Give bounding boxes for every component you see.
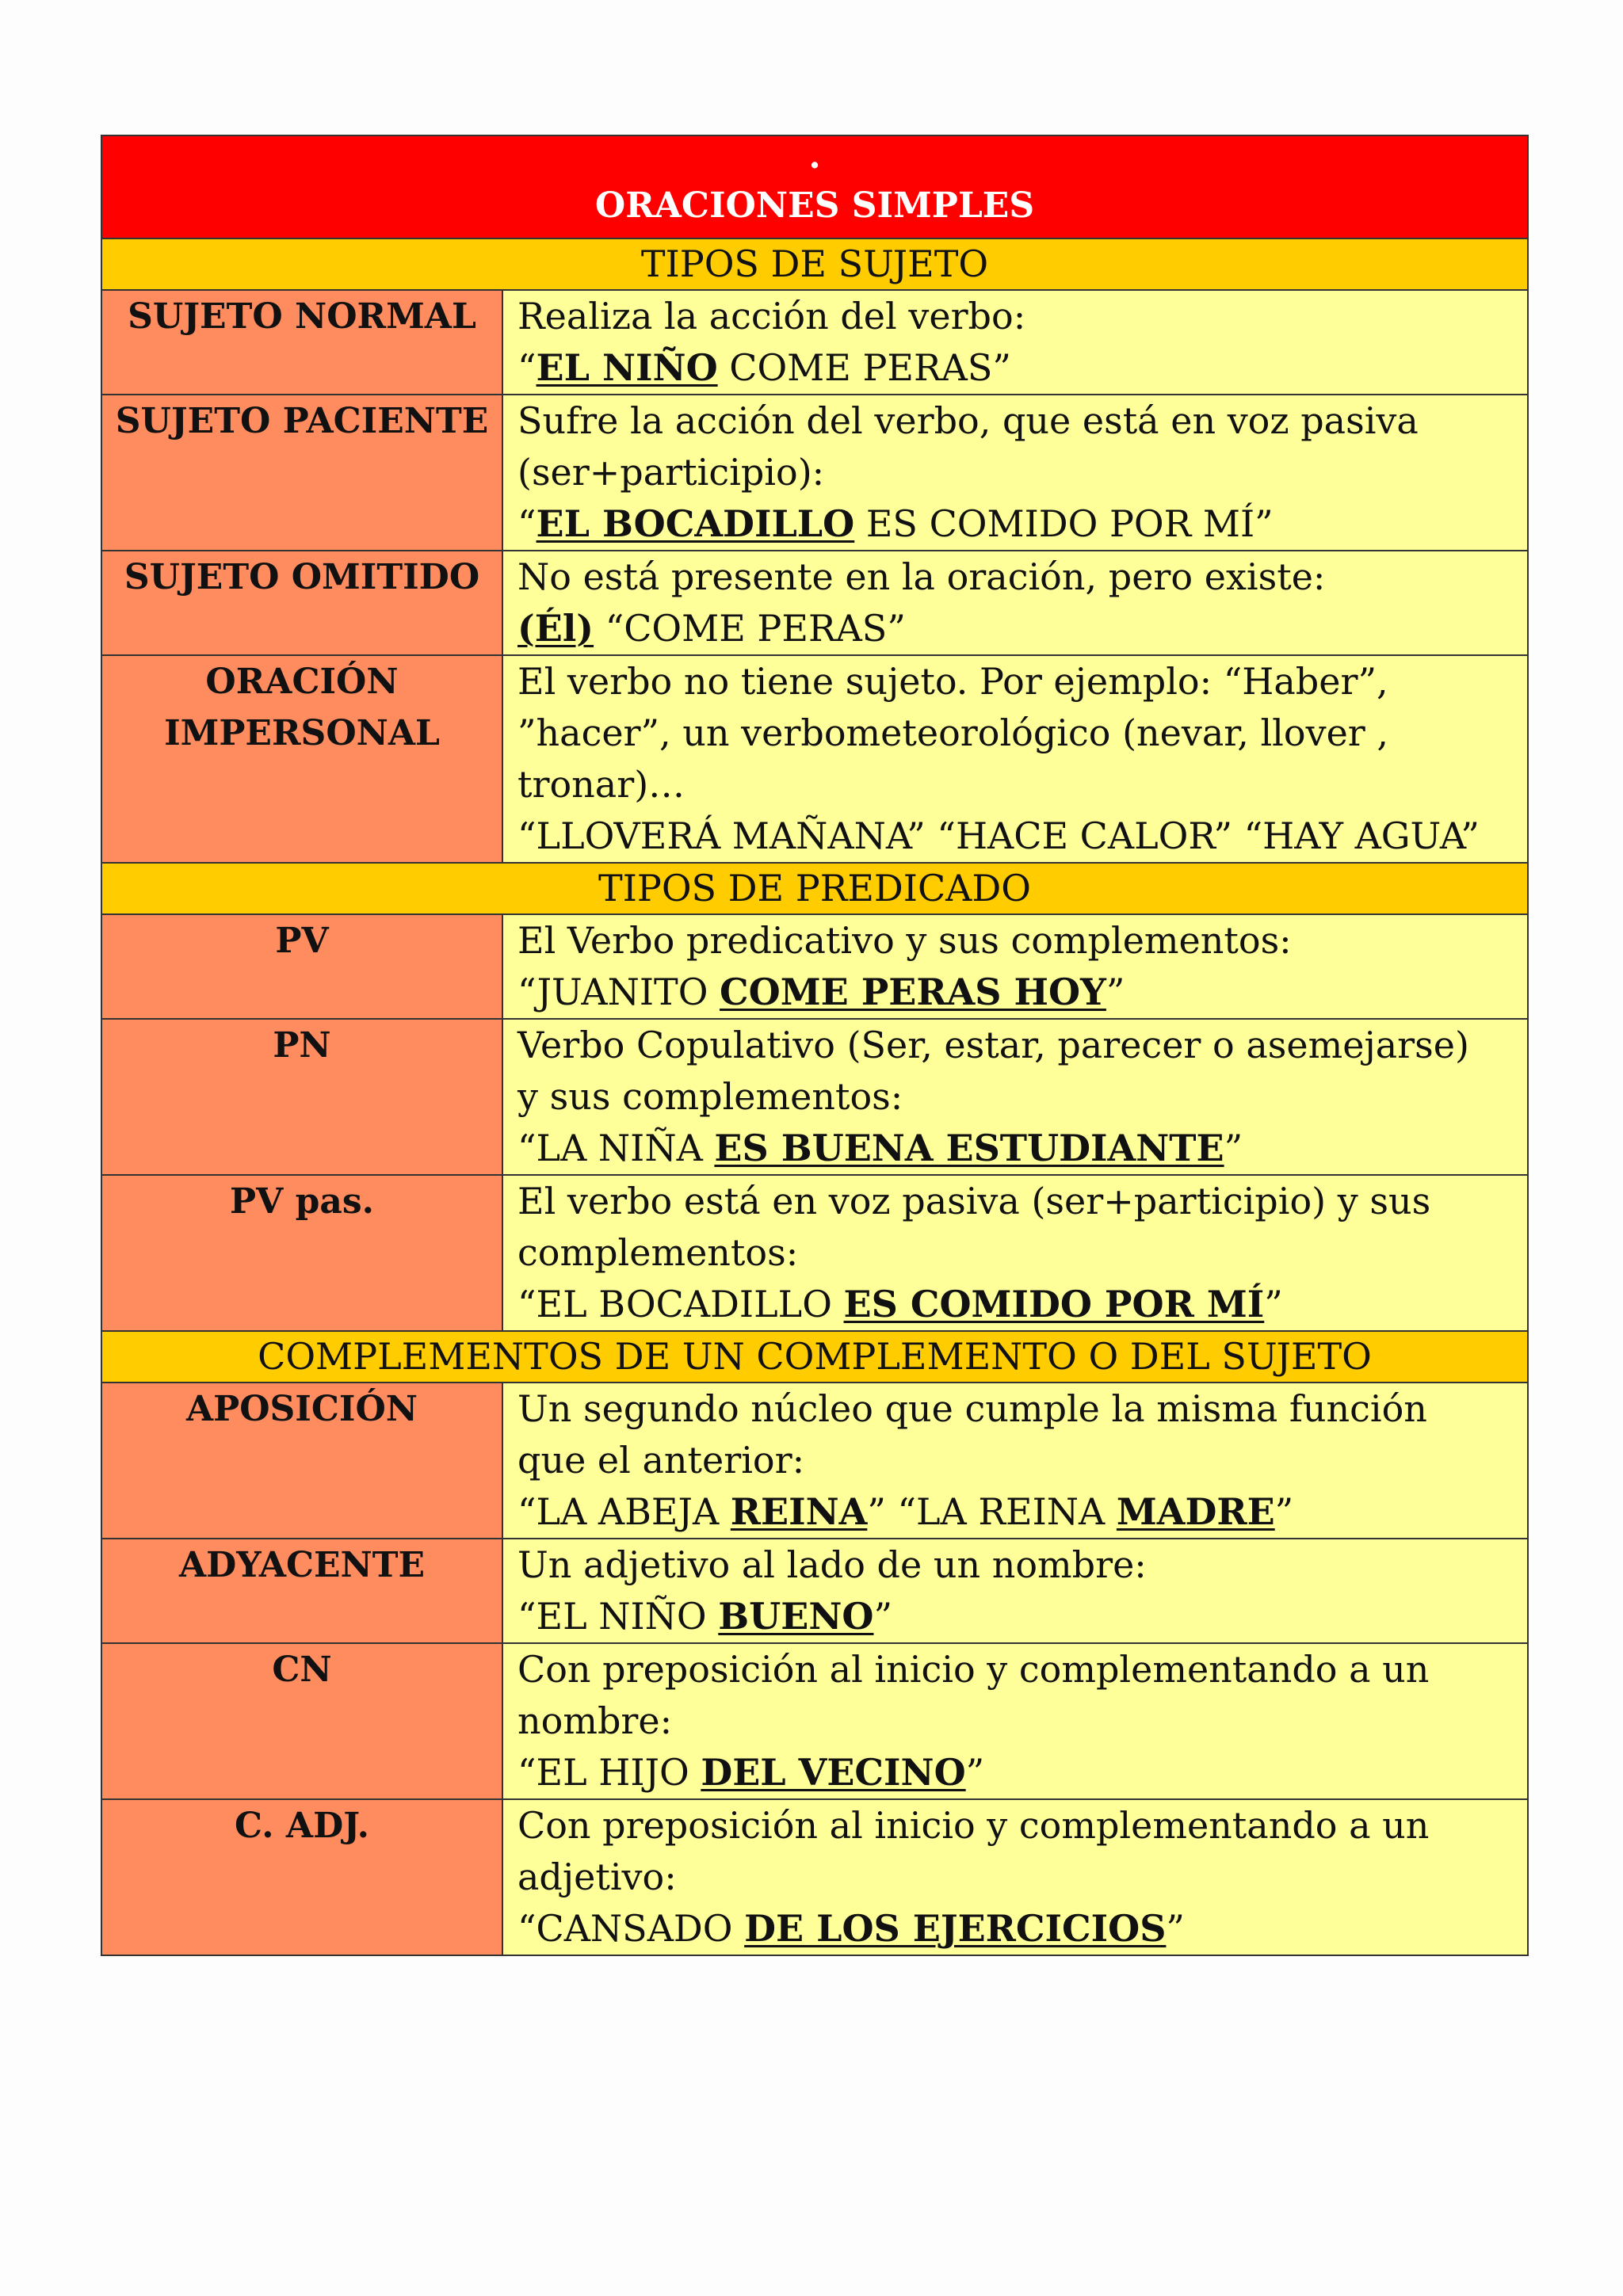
example-line: “CANSADO DE LOS EJERCICIOS” bbox=[517, 1907, 1185, 1950]
description-line: Un adjetivo al lado de un nombre: bbox=[517, 1543, 1147, 1586]
term-cn: CN bbox=[101, 1643, 502, 1799]
term-adyacente: ADYACENTE bbox=[101, 1539, 502, 1643]
term-oracion-impersonal bbox=[101, 655, 502, 863]
highlighted-example: ES COMIDO POR MÍ bbox=[843, 1283, 1265, 1325]
term-sujeto-paciente: SUJETO PACIENTE bbox=[101, 395, 502, 551]
description-cell bbox=[502, 655, 1528, 863]
highlighted-example: DEL VECINO bbox=[701, 1751, 966, 1794]
highlighted-example: EL NIÑO bbox=[536, 346, 718, 389]
description-cell bbox=[502, 1019, 1528, 1175]
table-row bbox=[101, 395, 1528, 551]
table-row bbox=[101, 290, 1528, 395]
table-row bbox=[101, 914, 1528, 1019]
table-row bbox=[101, 655, 1528, 863]
table-title bbox=[101, 135, 1528, 238]
term-c-adj: C. ADJ. bbox=[101, 1799, 502, 1955]
section-heading-sujeto: TIPOS DE SUJETO bbox=[101, 238, 1528, 290]
example-line: (Él) “COME PERAS” bbox=[517, 607, 906, 650]
description-line: complementos: bbox=[517, 1231, 799, 1274]
table-row bbox=[101, 1539, 1528, 1643]
description-line: El Verbo predicativo y sus complementos: bbox=[517, 919, 1292, 962]
term-line: IMPERSONAL bbox=[164, 713, 440, 753]
term-line: ORACIÓN bbox=[205, 662, 399, 702]
description-line: Con preposición al inicio y complementando a un bbox=[517, 1648, 1430, 1691]
description-line: Verbo Copulativo (Ser, estar, parecer o asemejarse) bbox=[517, 1024, 1469, 1066]
description-line: ”hacer”, un verbometeorológico (nevar, llover , bbox=[517, 711, 1389, 754]
highlighted-example: MADRE bbox=[1116, 1490, 1275, 1533]
example-line: “EL NIÑO BUENO” bbox=[517, 1595, 892, 1638]
description-line: “LLOVERÁ MAÑANA” “HACE CALOR” “HAY AGUA” bbox=[517, 814, 1480, 857]
highlighted-example: EL BOCADILLO bbox=[536, 502, 855, 545]
example-line: “LA ABEJA REINA” “LA REINA MADRE” bbox=[517, 1490, 1294, 1533]
example-line: “EL NIÑO COME PERAS” bbox=[517, 346, 1011, 389]
description-cell bbox=[502, 1643, 1528, 1799]
description-cell bbox=[502, 395, 1528, 551]
description-cell bbox=[502, 1175, 1528, 1331]
example-line: “EL BOCADILLO ES COMIDO POR MÍ” bbox=[517, 1283, 1283, 1325]
description-line: El verbo está en voz pasiva (ser+participio) y sus bbox=[517, 1180, 1431, 1222]
example-line: “EL BOCADILLO ES COMIDO POR MÍ” bbox=[517, 502, 1274, 545]
table-row bbox=[101, 1643, 1528, 1799]
description-line: Sufre la acción del verbo, que está en voz pasiva bbox=[517, 399, 1419, 442]
table-row bbox=[101, 551, 1528, 655]
term-pv: PV bbox=[101, 914, 502, 1019]
example-line: “JUANITO COME PERAS HOY” bbox=[517, 971, 1125, 1013]
description-cell bbox=[502, 914, 1528, 1019]
section-heading-row bbox=[101, 863, 1528, 914]
description-line: tronar)… bbox=[517, 763, 685, 806]
description-line: nombre: bbox=[517, 1699, 673, 1742]
description-line: Con preposición al inicio y complementando a un bbox=[517, 1804, 1430, 1847]
title-text: ORACIONES SIMPLES bbox=[594, 185, 1035, 226]
description-line: (ser+participio): bbox=[517, 451, 825, 494]
table-row bbox=[101, 1019, 1528, 1175]
table-row bbox=[101, 1383, 1528, 1539]
description-cell bbox=[502, 1539, 1528, 1643]
highlighted-example: (Él) bbox=[517, 607, 594, 650]
term-aposicion: APOSICIÓN bbox=[101, 1383, 502, 1539]
term-pn: PN bbox=[101, 1019, 502, 1175]
term-sujeto-omitido: SUJETO OMITIDO bbox=[101, 551, 502, 655]
section-heading-complementos: COMPLEMENTOS DE UN COMPLEMENTO O DEL SUJETO bbox=[101, 1331, 1528, 1383]
highlighted-example: REINA bbox=[730, 1490, 868, 1533]
description-line: adjetivo: bbox=[517, 1855, 677, 1898]
term-pv-pas: PV pas. bbox=[101, 1175, 502, 1331]
title-row bbox=[101, 135, 1528, 238]
highlighted-example: COME PERAS HOY bbox=[720, 971, 1106, 1013]
highlighted-example: BUENO bbox=[718, 1595, 874, 1638]
description-cell bbox=[502, 1799, 1528, 1955]
title-dot: . bbox=[808, 136, 821, 177]
description-cell bbox=[502, 290, 1528, 395]
description-line: El verbo no tiene sujeto. Por ejemplo: “Haber”, bbox=[517, 660, 1388, 703]
example-line: “EL HIJO DEL VECINO” bbox=[517, 1751, 985, 1794]
section-heading-predicado: TIPOS DE PREDICADO bbox=[101, 863, 1528, 914]
grammar-table bbox=[101, 135, 1529, 1956]
description-line: Un segundo núcleo que cumple la misma función bbox=[517, 1387, 1427, 1430]
section-heading-row bbox=[101, 1331, 1528, 1383]
description-line: No está presente en la oración, pero existe: bbox=[517, 555, 1326, 598]
highlighted-example: ES BUENA ESTUDIANTE bbox=[714, 1127, 1224, 1169]
description-line: Realiza la acción del verbo: bbox=[517, 295, 1026, 338]
description-cell bbox=[502, 1383, 1528, 1539]
table-row bbox=[101, 1799, 1528, 1955]
description-line: y sus complementos: bbox=[517, 1075, 903, 1118]
term-sujeto-normal: SUJETO NORMAL bbox=[101, 290, 502, 395]
description-line: que el anterior: bbox=[517, 1439, 805, 1482]
section-heading-row bbox=[101, 238, 1528, 290]
highlighted-example: DE LOS EJERCICIOS bbox=[744, 1907, 1167, 1950]
description-cell bbox=[502, 551, 1528, 655]
example-line: “LA NIÑA ES BUENA ESTUDIANTE” bbox=[517, 1127, 1243, 1169]
table-row bbox=[101, 1175, 1528, 1331]
